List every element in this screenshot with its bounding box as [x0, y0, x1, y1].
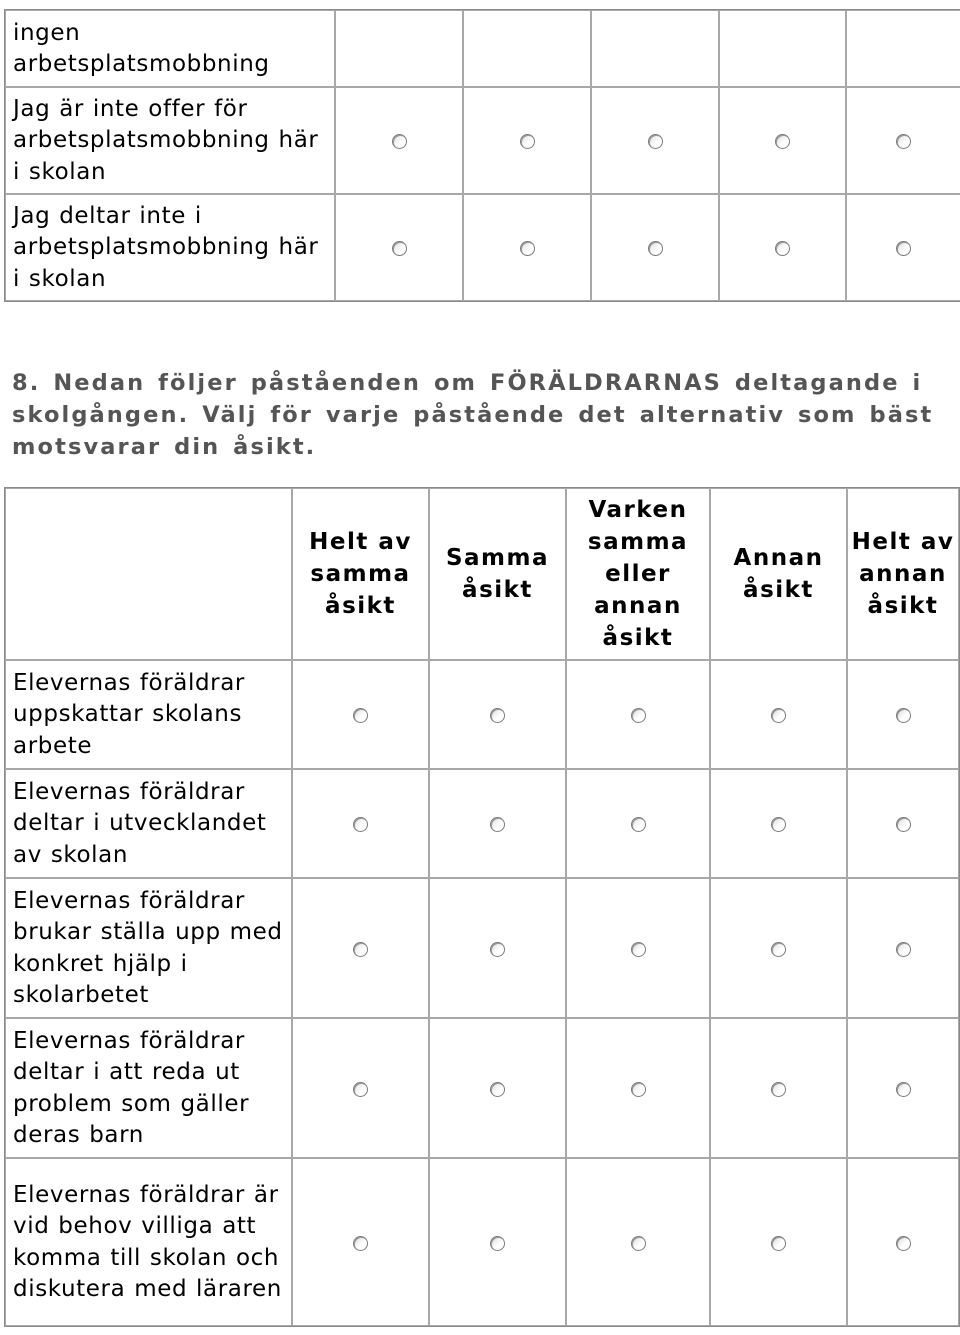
radio-option-varken[interactable]	[648, 241, 663, 256]
radio-option-helt-av-samma[interactable]	[392, 134, 407, 149]
radio-option-helt-av-samma[interactable]	[392, 241, 407, 256]
radio-option-helt-av-samma[interactable]	[353, 817, 368, 832]
radio-cell	[429, 878, 566, 1018]
statement-label: Jag är inte offer för arbetsplatsmobbning här i skolan	[5, 87, 335, 194]
radio-cell	[566, 660, 710, 769]
radio-cell	[719, 87, 846, 194]
radio-cell	[847, 1018, 959, 1158]
radio-cell	[710, 878, 847, 1018]
radio-option-helt-av-samma[interactable]	[353, 942, 368, 957]
statement-label: Elevernas föräldrar deltar i att reda ut problem som gäller deras barn	[5, 1018, 292, 1158]
empty-cell	[846, 10, 960, 87]
radio-option-annan[interactable]	[775, 134, 790, 149]
radio-cell	[591, 87, 719, 194]
radio-option-samma[interactable]	[490, 942, 505, 957]
radio-cell	[335, 194, 463, 301]
previous-question-table	[4, 9, 960, 302]
radio-option-helt-av-samma[interactable]	[353, 1236, 368, 1251]
header-row	[5, 488, 959, 660]
radio-option-samma[interactable]	[490, 1236, 505, 1251]
radio-cell	[710, 769, 847, 878]
radio-cell	[292, 1018, 429, 1158]
radio-option-varken[interactable]	[631, 817, 646, 832]
radio-cell	[847, 660, 959, 769]
radio-option-samma[interactable]	[490, 1082, 505, 1097]
radio-option-helt-av-annan[interactable]	[896, 134, 911, 149]
radio-cell	[846, 194, 960, 301]
radio-option-samma[interactable]	[520, 134, 535, 149]
radio-cell	[847, 1158, 959, 1326]
radio-cell	[566, 1018, 710, 1158]
statement-label: Elevernas föräldrar är vid behov villiga att komma till skolan och diskutera med läraren	[5, 1158, 292, 1326]
table-row	[5, 194, 960, 301]
radio-cell	[846, 87, 960, 194]
table-row	[5, 87, 960, 194]
radio-cell	[429, 1018, 566, 1158]
radio-cell	[847, 769, 959, 878]
radio-option-helt-av-annan[interactable]	[896, 241, 911, 256]
column-header-helt-av-annan: Helt av annan åsikt	[847, 488, 959, 660]
radio-cell	[463, 194, 591, 301]
radio-cell	[710, 660, 847, 769]
radio-cell	[566, 878, 710, 1018]
empty-cell	[591, 10, 719, 87]
table-row	[5, 1158, 959, 1326]
radio-option-helt-av-annan[interactable]	[896, 1082, 911, 1097]
table-row	[5, 10, 960, 87]
empty-cell	[463, 10, 591, 87]
radio-option-helt-av-annan[interactable]	[896, 942, 911, 957]
radio-option-samma[interactable]	[520, 241, 535, 256]
column-header-helt-av-samma: Helt av samma åsikt	[292, 488, 429, 660]
statement-label: Jag deltar inte i arbetsplatsmobbning här i skolan	[5, 194, 335, 301]
radio-cell	[429, 1158, 566, 1326]
radio-cell	[429, 660, 566, 769]
radio-option-helt-av-annan[interactable]	[896, 1236, 911, 1251]
radio-option-samma[interactable]	[490, 817, 505, 832]
column-header-samma: Samma åsikt	[429, 488, 566, 660]
radio-option-varken[interactable]	[631, 708, 646, 723]
radio-cell	[292, 878, 429, 1018]
empty-cell	[719, 10, 846, 87]
radio-option-helt-av-samma[interactable]	[353, 708, 368, 723]
radio-cell	[710, 1158, 847, 1326]
table-row	[5, 878, 959, 1018]
radio-option-samma[interactable]	[490, 708, 505, 723]
radio-option-varken[interactable]	[631, 1082, 646, 1097]
question-8-table	[4, 487, 960, 1327]
radio-cell	[847, 878, 959, 1018]
radio-option-annan[interactable]	[771, 708, 786, 723]
column-header-annan: Annan åsikt	[710, 488, 847, 660]
radio-cell	[463, 87, 591, 194]
radio-cell	[566, 1158, 710, 1326]
radio-cell	[591, 194, 719, 301]
radio-cell	[292, 1158, 429, 1326]
statement-label: ingen arbetsplatsmobbning	[5, 10, 335, 87]
radio-option-annan[interactable]	[771, 1236, 786, 1251]
radio-option-varken[interactable]	[631, 942, 646, 957]
radio-option-varken[interactable]	[648, 134, 663, 149]
table-row	[5, 1018, 959, 1158]
radio-option-annan[interactable]	[771, 1082, 786, 1097]
statement-label: Elevernas föräldrar brukar ställa upp med konkret hjälp i skolarbetet	[5, 878, 292, 1018]
empty-header-cell	[5, 488, 292, 660]
statement-label: Elevernas föräldrar deltar i utvecklandet av skolan	[5, 769, 292, 878]
table-row	[5, 769, 959, 878]
empty-cell	[335, 10, 463, 87]
radio-cell	[429, 769, 566, 878]
radio-cell	[292, 769, 429, 878]
statement-label: Elevernas föräldrar uppskattar skolans arbete	[5, 660, 292, 769]
radio-cell	[710, 1018, 847, 1158]
radio-option-varken[interactable]	[631, 1236, 646, 1251]
radio-option-annan[interactable]	[771, 942, 786, 957]
radio-option-helt-av-annan[interactable]	[896, 708, 911, 723]
radio-option-helt-av-annan[interactable]	[896, 817, 911, 832]
radio-option-helt-av-samma[interactable]	[353, 1082, 368, 1097]
radio-cell	[335, 87, 463, 194]
radio-cell	[292, 660, 429, 769]
radio-cell	[719, 194, 846, 301]
question-8-heading: 8. Nedan följer påståenden om FÖRÄLDRARNAS deltagande i skolgången. Välj för varje påstående det alternativ som bäst motsvarar din åsikt.	[12, 370, 934, 460]
radio-cell	[566, 769, 710, 878]
column-header-varken: Varken samma eller annan åsikt	[566, 488, 710, 660]
radio-option-annan[interactable]	[771, 817, 786, 832]
table-row	[5, 660, 959, 769]
radio-option-annan[interactable]	[775, 241, 790, 256]
